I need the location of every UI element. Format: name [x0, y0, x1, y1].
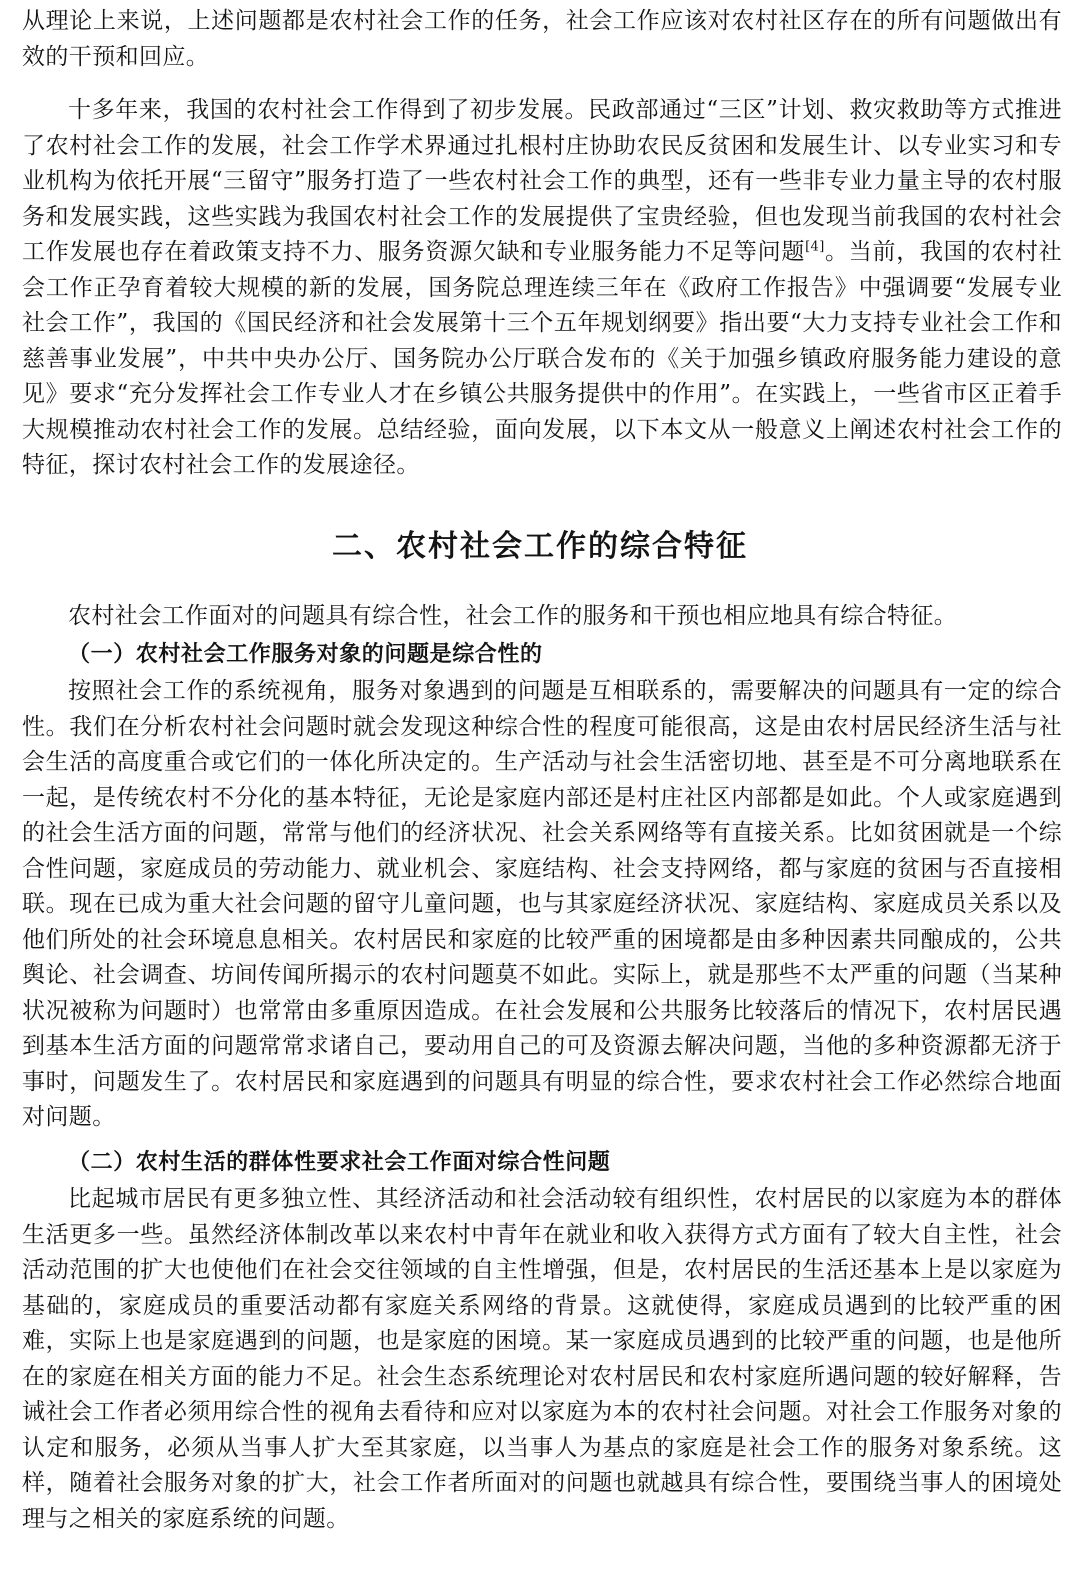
paragraph-comprehensive-problems: 按照社会工作的系统视角，服务对象遇到的问题是互相联系的，需要解决的问题具有一定的综合性。我们在分析农村社会问题时就会发现这种综合性的程度可能很高，这是由农村居民经济生活与社会生活的高度重合或它们的一体化所决定的。生产活动与社会生活密切地、甚至是不可分离地联系在一起，是传统农村不分化的基本特征，无论是家庭内部还是村庄社区内部都是如此。个人或家庭遇到的社会生活方面的问题，常常与他们的经济状况、社会关系网络等有直接关系。比如贫困就是一个综合性问题，家庭成员的劳动能力、就业机会、家庭结构、社会支持网络，都与家庭的贫困与否直接相联。现在已成为重大社会问题的留守儿童问题，也与其家庭经济状况、家庭结构、家庭成员关系以及他们所处的社会环境息息相关。农村居民和家庭的比较严重的困境都是由多种因素共同酿成的，公共舆论、社会调查、坊间传闻所揭示的农村问题莫不如此。实际上，就是那些不太严重的问题（当某种状况被称为问题时）也常常由多重原因造成。在社会发展和公共服务比较落后的情况下，农村居民遇到基本生活方面的问题常常求诸自己，要动用自己的可及资源去解决问题，当他的多种资源都无济于事时，问题发生了。农村居民和家庭遇到的问题具有明显的综合性，要求农村社会工作必然综合地面对问题。	[22, 678, 1062, 1130]
paragraph-intro-continuation: 从理论上来说，上述问题都是农村社会工作的任务，社会工作应该对农村社区存在的所有问题做出有效的干预和回应。	[22, 8, 1062, 70]
citation-reference: [4]	[805, 239, 825, 255]
paragraph-group-life: 比起城市居民有更多独立性、其经济活动和社会活动较有组织性，农村居民的以家庭为本的群体生活更多一些。虽然经济体制改革以来农村中青年在就业和收入获得方式方面有了较大自主性，社会活动范围的扩大也使他们在社会交往领域的自主性增强，但是，农村居民的生活还基本上是以家庭为基础的，家庭成员的重要活动都有家庭关系网络的背景。这就使得，家庭成员遇到的比较严重的困难，实际上也是家庭遇到的问题，也是家庭的困境。某一家庭成员遇到的比较严重的问题，也是他所在的家庭在相关方面的能力不足。社会生态系统理论对农村居民和农村家庭所遇问题的较好解释，告诫社会工作者必须用综合性的视角去看待和应对以家庭为本的农村社会问题。对社会工作服务对象的认定和服务，必须从当事人扩大至其家庭，以当事人为基点的家庭是社会工作的服务对象系统。这样，随着社会服务对象的扩大，社会工作者所面对的问题也就越具有综合性，要围绕当事人的困境处理与之相关的家庭系统的问题。	[22, 1186, 1062, 1532]
paragraph-development-text-1: 十多年来，我国的农村社会工作得到了初步发展。民政部通过“三区”计划、救灾救助等方式推进了农村社会工作的发展，社会工作学术界通过扎根村庄协助农民反贫困和发展生计、以专业实习和专业机构为依托开展“三留守”服务打造了一些农村社会工作的典型，还有一些非专业力量主导的农村服务和发展实践，这些实践为我国农村社会工作的发展提供了宝贵经验，但也发现当前我国的农村社会工作发展也存在着政策支持不力、服务资源欠缺和专业服务能力不足等问题	[22, 97, 1062, 265]
paragraph-section-intro: 农村社会工作面对的问题具有综合性，社会工作的服务和干预也相应地具有综合特征。	[68, 603, 958, 629]
paragraph-development-text-2: 。当前，我国的农村社会工作正孕育着较大规模的新的发展，国务院总理连续三年在《政府工作报告》中强调要“发展专业社会工作”，我国的《国民经济和社会发展第十三个五年规划纲要》指出要“大力支持专业社会工作和慈善事业发展”，中共中央办公厅、国务院办公厅联合发布的《关于加强乡镇政府服务能力建设的意见》要求“充分发挥社会工作专业人才在乡镇公共服务提供中的作用”。在实践上，一些省市区正着手大规模推动农村社会工作的发展。总结经验，面向发展，以下本文从一般意义上阐述农村社会工作的特征，探讨农村社会工作的发展途径。	[22, 239, 1062, 478]
subheading-2: （二）农村生活的群体性要求社会工作面对综合性问题	[68, 1150, 611, 1175]
section-title: 二、农村社会工作的综合特征	[332, 529, 748, 564]
paragraph-development-overview	[22, 93, 1062, 484]
subheading-1: （一）农村社会工作服务对象的问题是综合性的	[68, 642, 543, 667]
